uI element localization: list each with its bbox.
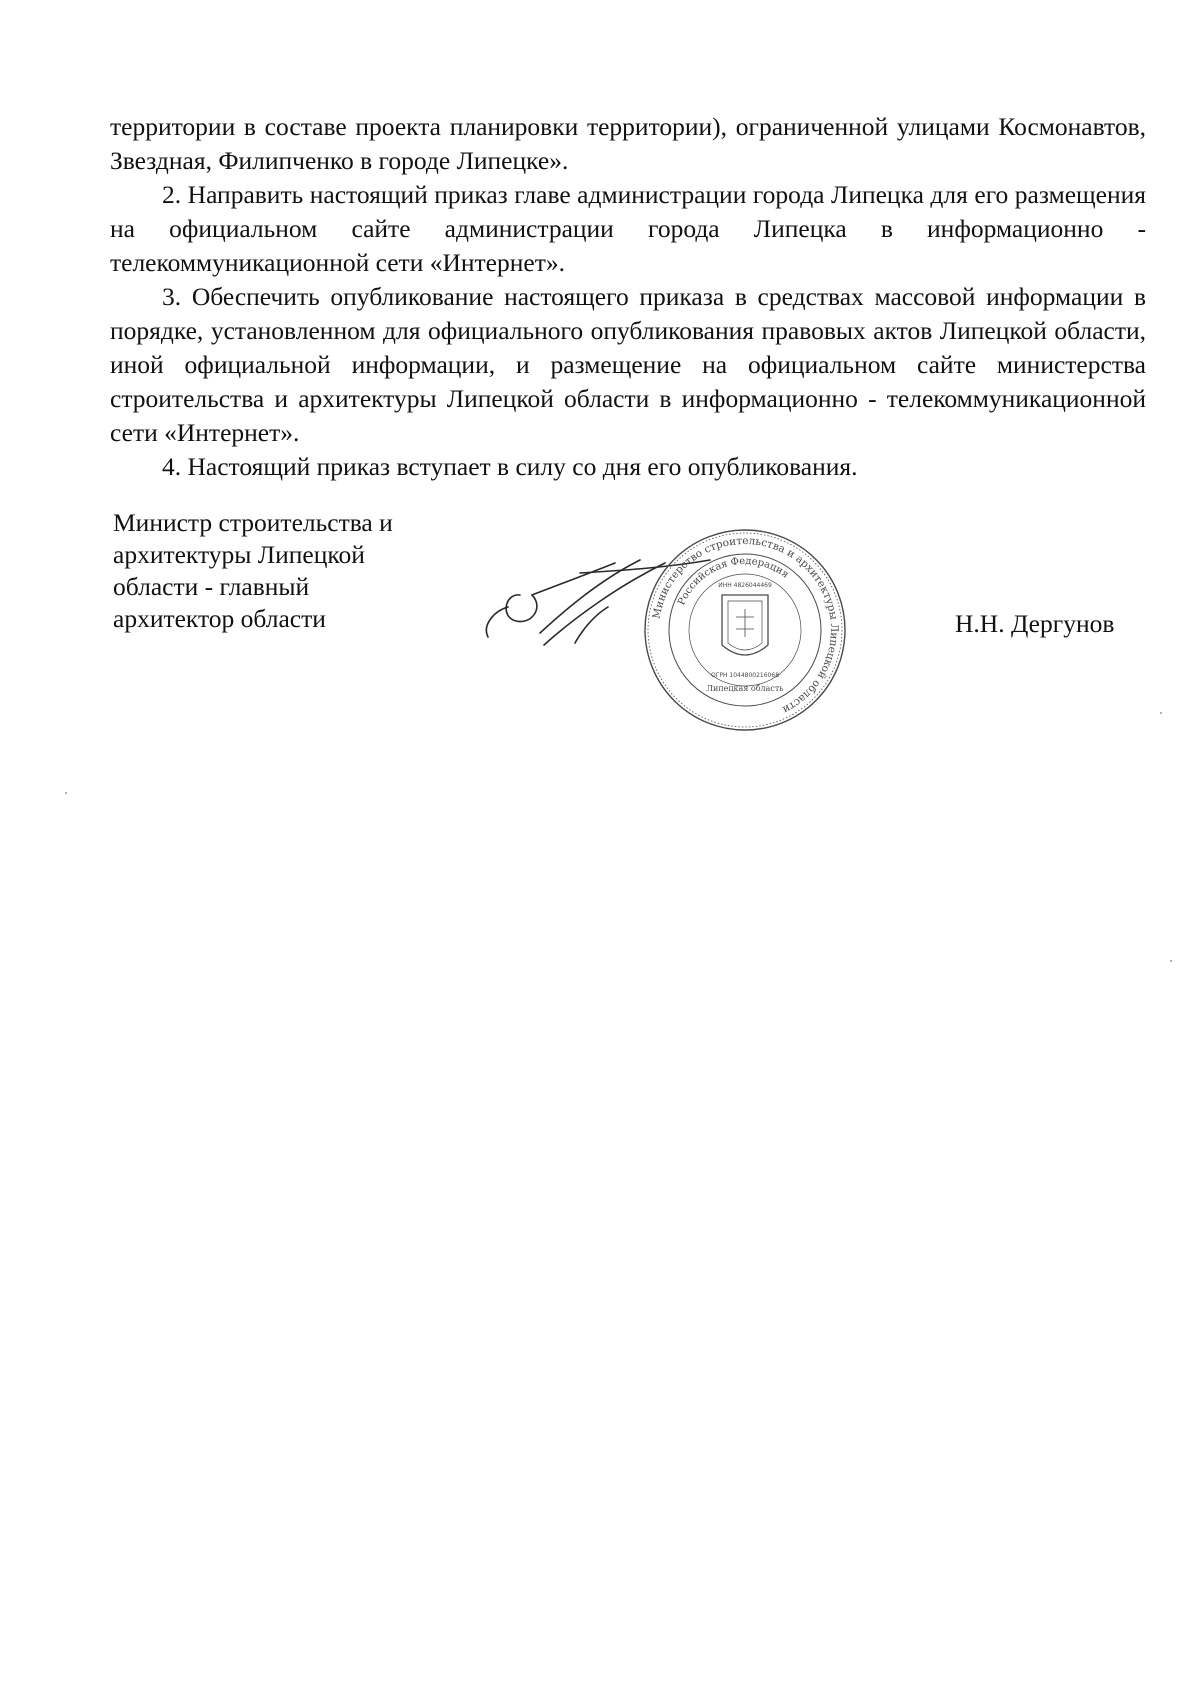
paragraph-3: 3. Обеспечить опубликование настоящего приказа в средствах массовой информации в порядке, установленном для официального опубликования правовых актов Липецкой области, иной официальной информации, и размещение на официальном сайте министерства строительства и архитектуры Липецкой области в информационно - телекоммуникационной сети «Интернет». [110,282,1146,447]
scan-speck [1160,712,1162,714]
paragraph-1-continuation: территории в составе проекта планировки территории), ограниченной улицами Космонавтов, Звездная, Филипченко в городе Липецке». [110,112,1146,175]
scan-speck [1170,960,1172,962]
signatory-title [113,507,443,635]
signatory-title-line: области - главный [113,572,310,601]
seal-inn: ИНН 4826044469 [718,582,772,589]
seal-ogrn: ОГРН 1044800216068 [710,672,780,679]
signatory-title-line: архитектуры Липецкой [113,540,365,569]
paragraph-2: 2. Направить настоящий приказ главе администрации города Липецка для его размещения на официальном сайте администрации города Липецка в информационно - телекоммуникационной сети «Интернет». [110,180,1146,277]
signatory-title-line: Министр строительства и [113,508,393,537]
paragraph-4: 4. Настоящий приказ вступает в силу со дня его опубликования. [162,452,858,481]
seal-bottom-text: Липецкая область [706,684,784,693]
official-seal [640,525,850,735]
scan-speck [65,792,67,794]
signatory-name: Н.Н. Дергунов [955,609,1115,638]
order-body-text [110,110,1146,484]
seal-outer-text: Министерство строительства и архитектуры Липецкой области [650,534,841,716]
signatory-title-line: архитектор области [113,604,326,633]
seal-inner-text: Российская Федерация [676,555,791,607]
